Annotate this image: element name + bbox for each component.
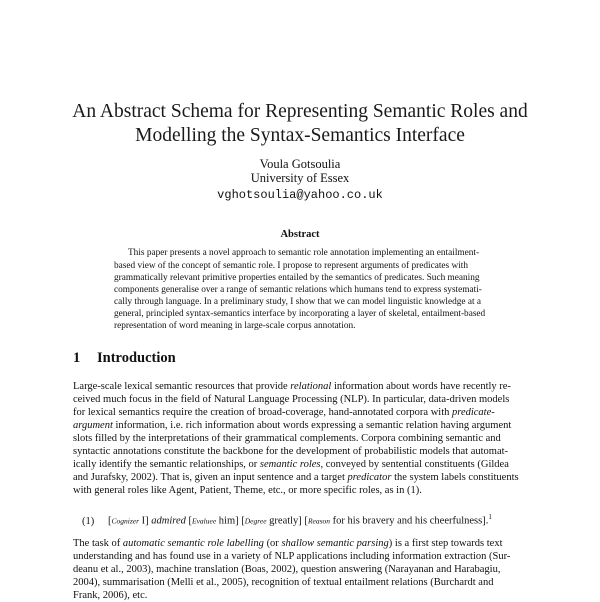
abstract-line: cally through language. In a preliminary study, I show that we can model linguistic knowledge at a — [114, 297, 482, 307]
role-label: Cognizer — [111, 516, 140, 526]
author-block — [100, 157, 500, 185]
body-line: and Jurafsky, 2002). That is, given an input sentence and a target predicator the system labels constituents — [73, 472, 519, 483]
body-line: for lexical semantics require the creation of broad-coverage, hand-annotated corpora with predicate- — [73, 407, 495, 418]
body-line: understanding and has found use in a variety of NLP applications including information extraction (Sur- — [73, 551, 511, 562]
title-line-2: Modelling the Syntax-Semantics Interface — [135, 125, 465, 146]
abstract-line: general, principled syntax-semantics interface by incorporating a layer of skeletal, entailment-based — [114, 309, 486, 319]
body-line: ceived much focus in the field of Natural Language Processing (NLP). In particular, data-driven models — [73, 394, 510, 405]
title-line-1: An Abstract Schema for Representing Semantic Roles and — [72, 101, 528, 122]
body-line: Frank, 2006), etc. — [73, 590, 148, 601]
role-label: Reason — [307, 516, 331, 526]
role-label: Evaluee — [192, 516, 217, 526]
role-label: Degree — [244, 516, 267, 526]
body-line: slots filled by the interpretations of their grammatical complements. Corpora combining semantic and — [73, 433, 501, 444]
section-title: Introduction — [97, 350, 176, 366]
author-email: vghotsoulia@yahoo.co.uk — [217, 188, 383, 202]
abstract-line: components generalise over a range of semantic relations which humans tend to express systemati- — [114, 285, 482, 295]
author-affiliation: University of Essex — [250, 171, 350, 185]
author-name: Voula Gotsoulia — [259, 157, 341, 171]
paper-title — [60, 100, 540, 148]
abstract-line: grammatically relevant primitive properties entailed by the semantics of predicates. Such meaning — [114, 273, 480, 283]
body-line: with general roles like Agent, Patient, Theme, etc., or more specific roles, as in (1). — [73, 485, 422, 496]
body-line: deanu et al., 2003), machine translation (Boas, 2002), question answering (Narayanan and Harabagiu, — [73, 564, 501, 575]
abstract-line: based view of the concept of semantic role. I propose to represent arguments of predicates with — [114, 261, 469, 271]
abstract-line: representation of word meaning in large-scale corpus annotation. — [114, 321, 356, 331]
section-number: 1 — [73, 350, 81, 366]
footnote-marker: 1 — [488, 513, 492, 521]
section-heading — [73, 350, 176, 367]
body-line: ically identify the semantic relationships, or semantic roles, conveyed by sentential constituents (Gildea — [73, 459, 509, 470]
body-line: argument information, i.e. rich information about words expressing a semantic relation having argument — [73, 420, 512, 431]
body-line: 2004), summarisation (Melli et al., 2005), recognition of textual entailment relations (Burchardt and — [73, 577, 494, 588]
body-line: The task of automatic semantic role labelling (or shallow semantic parsing) is a first step towards text — [73, 538, 503, 549]
example-number: (1) — [82, 515, 95, 527]
body-line: syntactic annotations constitute the backbone for the development of probabilistic models that automat- — [73, 446, 509, 457]
body-line: Large-scale lexical semantic resources that provide relational information about words have recently re- — [73, 381, 511, 392]
example-sentence: (1) [Cognizer I] admired [Evaluee him] [Degree greatly] [Reason for his bravery and his cheerfulness].$^1$ — [82, 513, 492, 527]
abstract-heading: Abstract — [280, 229, 320, 240]
abstract-line: This paper presents a novel approach to semantic role annotation implementing an entailment- — [128, 248, 480, 258]
